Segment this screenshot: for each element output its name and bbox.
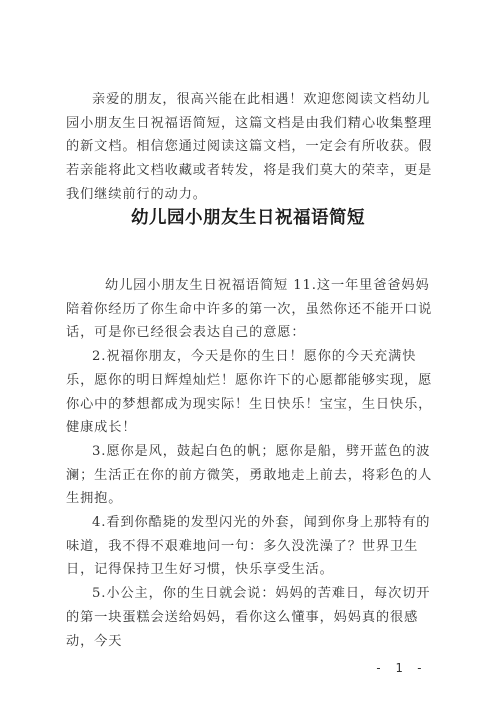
body-paragraph: 幼儿园小朋友生日祝福语简短 11.这一年里爸爸妈妈陪着你经历了你生命中许多的第一次，虽然你还不能开口说话，可是你已经很会表达自己的意愿： [66, 278, 433, 341]
body-paragraph: 4.看到你酷毙的发型闪光的外套，闻到你身上那特有的味道，我不得不艰难地问一句：多久没洗澡了？世界卫生日，记得保持卫生好习惯，快乐享受生活。 [66, 515, 431, 578]
body-paragraph: 2.祝福你朋友，今天是你的生日！愿你的今天充满快乐，愿你的明日辉煌灿烂！愿你许下的心愿都能够实现，愿你心中的梦想都成为现实际！生日快乐！宝宝，生日快乐，健康成长！ [66, 349, 433, 436]
body-paragraph: 5.小公主，你的生日就会说：妈妈的苦难日，每次切开的第一块蛋糕会送给妈妈，看你这么懂事，妈妈真的很感动，今天 [66, 586, 431, 649]
intro-paragraph: 亲爱的朋友，很高兴能在此相遇！欢迎您阅读文档幼儿园小朋友生日祝福语简短，这篇文档是由我们精心收集整理的新文档。相信您通过阅读这篇文档，一定会有所收获。假若亲能将此文档收藏或者转发，将是我们莫大的荣幸，更是我们继续前行的动力。 [66, 92, 433, 202]
document-title: 幼儿园小朋友生日祝福语简短 [131, 208, 365, 228]
body-paragraph: 3.愿你是风，鼓起白色的帆；愿你是船，劈开蓝色的波澜；生活正在你的前方微笑，勇敢地走上前去，将彩色的人生拥抱。 [66, 443, 433, 507]
page-number: - 1 - [374, 661, 426, 675]
document-body [66, 274, 434, 653]
